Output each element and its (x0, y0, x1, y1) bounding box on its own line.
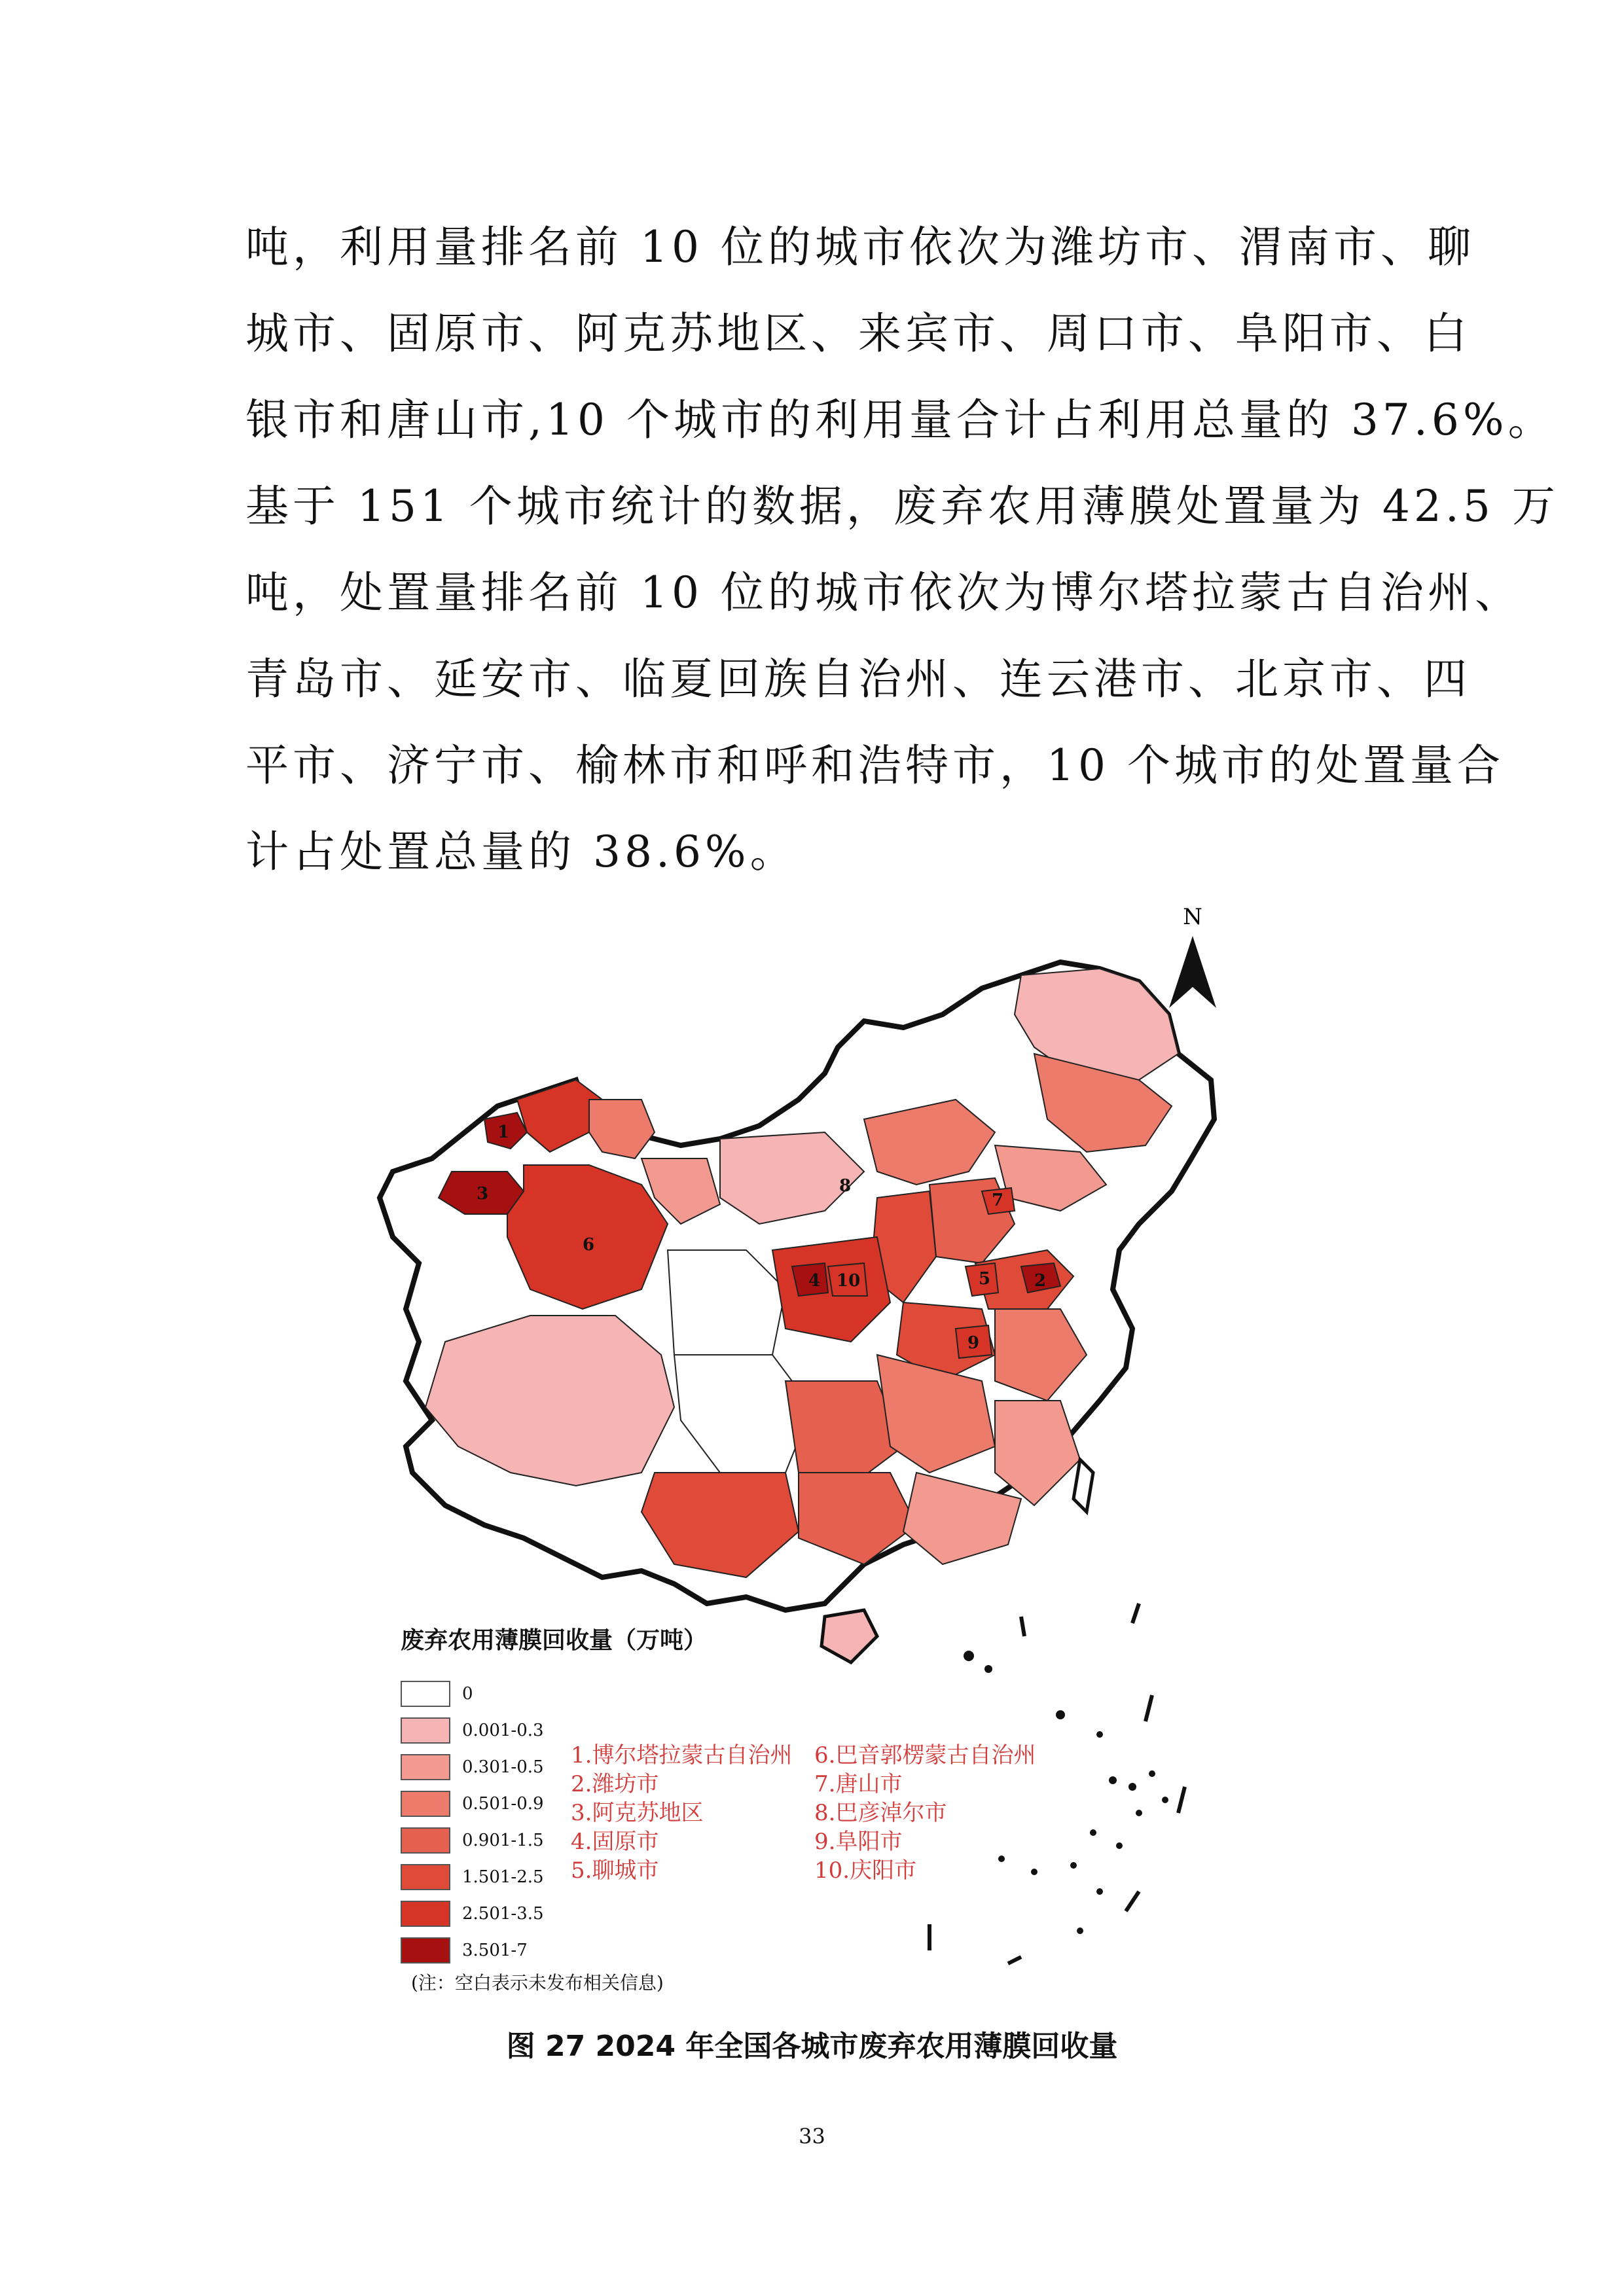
legend-swatch (401, 1864, 450, 1890)
paragraph-line: 吨，利用量排名前 10 位的城市依次为潍坊市、渭南市、聊 (245, 222, 1475, 272)
legend-item (401, 1712, 544, 1749)
city-key-item: 10.庆阳市 (814, 1857, 917, 1884)
legend-label: 0.501-0.9 (462, 1794, 544, 1814)
map-legend (401, 1676, 544, 1969)
paragraph-line: 青岛市、延安市、临夏回族自治州、连云港市、北京市、四 (245, 654, 1471, 704)
legend-label: 2.501-3.5 (462, 1904, 544, 1924)
legend-item (401, 1676, 544, 1712)
city-key-item: 5.聊城市 (571, 1857, 659, 1884)
paragraph-line: 城市、固原市、阿克苏地区、来宾市、周口市、阜阳市、白 (245, 308, 1471, 359)
city-key-item: 3.阿克苏地区 (571, 1800, 704, 1826)
marker-7: 7 (992, 1191, 1004, 1210)
legend-swatch (401, 1681, 450, 1707)
legend-swatch (401, 1827, 450, 1854)
figure-caption: 图 27 2024 年全国各城市废弃农用薄膜回收量 (506, 2030, 1118, 2063)
legend-label: 0.001-0.3 (462, 1721, 544, 1740)
north-arrow (1169, 904, 1216, 1008)
paragraph-line: 基于 151 个城市统计的数据，废弃农用薄膜处置量为 42.5 万 (245, 481, 1559, 531)
city-key-item: 6.巴音郭楞蒙古自治州 (814, 1742, 1036, 1768)
legend-label: 1.501-2.5 (462, 1867, 544, 1887)
marker-3: 3 (477, 1184, 489, 1204)
legend-item (401, 1785, 544, 1822)
legend-item (401, 1895, 544, 1932)
marker-10: 10 (837, 1271, 861, 1291)
legend-swatch (401, 1717, 450, 1744)
legend-label: 0.901-1.5 (462, 1831, 544, 1850)
marker-4: 4 (808, 1271, 821, 1291)
page-number: 33 (799, 2124, 825, 2149)
legend-label: 0 (462, 1684, 473, 1704)
city-key-item: 2.潍坊市 (571, 1771, 659, 1797)
marker-8: 8 (839, 1176, 852, 1196)
city-key-item: 1.博尔塔拉蒙古自治州 (571, 1742, 793, 1768)
paragraph-line: 银市和唐山市,10 个城市的利用量合计占利用总量的 37.6%。 (245, 395, 1555, 445)
legend-item (401, 1859, 544, 1895)
legend-swatch (401, 1754, 450, 1780)
legend-item (401, 1822, 544, 1859)
city-key-item: 4.固原市 (571, 1829, 659, 1855)
legend-item (401, 1749, 544, 1785)
legend-label: 3.501-7 (462, 1941, 528, 1960)
map-note: (注：空白表示未发布相关信息) (411, 1972, 664, 1994)
region-taiwan (1074, 1460, 1093, 1512)
city-key-right-column (814, 1741, 1036, 1885)
marker-9: 9 (967, 1333, 980, 1353)
legend-label: 0.301-0.5 (462, 1757, 544, 1777)
paragraph-line: 计占处置总量的 38.6%。 (245, 827, 797, 877)
city-key-item: 8.巴彦淖尔市 (814, 1800, 947, 1826)
marker-1: 1 (497, 1122, 510, 1142)
north-label: N (1183, 904, 1202, 930)
city-key-item: 9.阜阳市 (814, 1829, 903, 1855)
city-key-item: 7.唐山市 (814, 1771, 903, 1797)
legend-swatch (401, 1901, 450, 1927)
legend-swatch (401, 1791, 450, 1817)
city-key-left-column (571, 1741, 792, 1885)
marker-2: 2 (1034, 1271, 1047, 1291)
marker-5: 5 (979, 1269, 991, 1289)
marker-6: 6 (583, 1235, 595, 1255)
paragraph-line: 吨，处置量排名前 10 位的城市依次为博尔塔拉蒙古自治州、 (245, 567, 1522, 618)
body-paragraph (245, 204, 1559, 895)
legend-item (401, 1932, 544, 1969)
region-hainan (821, 1610, 877, 1662)
legend-title: 废弃农用薄膜回收量（万吨） (401, 1626, 708, 1654)
paragraph-line: 平市、济宁市、榆林市和呼和浩特市，10 个城市的处置量合 (245, 740, 1504, 791)
legend-swatch (401, 1937, 450, 1964)
